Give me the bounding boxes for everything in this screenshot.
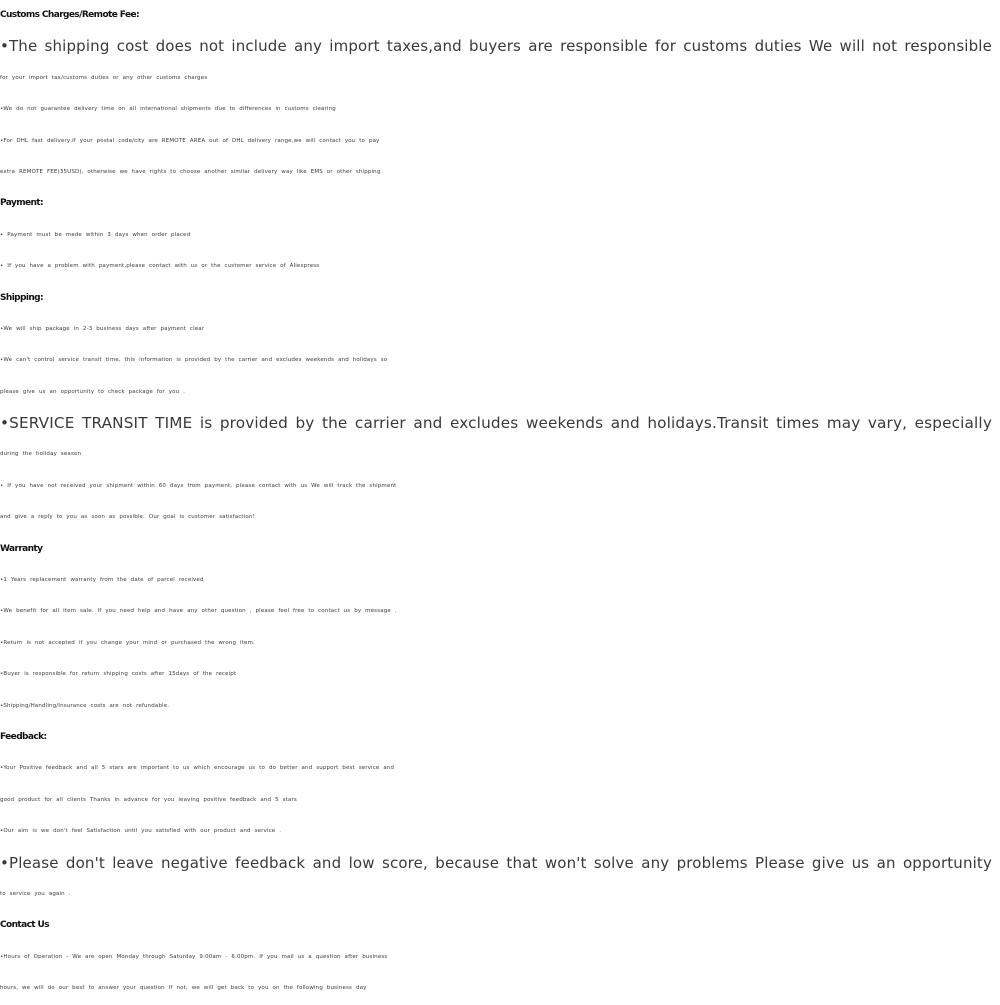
section-heading-payment: Payment: [0,198,44,209]
warranty-line-1: •1 Years replacement warranty from the date of parcel received [0,577,204,584]
shipping-line-5: during the holiday season [0,451,82,458]
section-heading-contact: Contact Us [0,920,50,931]
warranty-line-3: •Return is not accepted if you change your mind or purchased the wrong item. [0,639,255,646]
shipping-line-6: • If you have not received your shipment within 60 days from payment, please contact with us We will track the shipment [0,482,397,489]
customs-line-3: •We do not guarantee delivery time on all international shipments due to differences in customs clearing [0,106,336,113]
shipping-line-4: •SERVICE TRANSIT TIME is provided by the carrier and excludes weekends and holidays.Transit times may vary, especially [0,414,992,433]
shipping-line-2: •We can't control service transit time, this information is provided by the carrier and excludes weekends and holidays so [0,357,388,364]
payment-line-1: • Payment must be made within 3 days when order placed [0,231,191,238]
customs-line-1: •The shipping cost does not include any import taxes,and buyers are responsible for customs duties We will not responsible [0,37,992,56]
feedback-line-3: •Our aim is we don't feel Satisfaction until you satisfied with our product and service . [0,828,282,835]
customs-line-5: extra REMOTE FEE(35USD), otherwise we have rights to choose another similar delivery way like EMS or other shipping [0,168,381,175]
feedback-line-1: •Your Positive feedback and all 5 stars are important to us which encourage us to do better and support best service and [0,765,395,772]
feedback-line-5: to service you again . [0,890,71,897]
feedback-line-4: •Please don't leave negative feedback and low score, because that won't solve any problems Please give us an opportunity [0,853,992,872]
feedback-line-2: good product for all clients Thanks in advance for you leaving positive feedback and 5 stars [0,796,297,803]
shipping-line-1: •We will ship package in 2-3 business days after payment clear [0,325,205,332]
payment-line-2: • If you have a problem with payment,please contact with us or the customer service of Aliexpress [0,263,320,270]
warranty-line-2: •We benefit for all item sale. If you need help and have any other question , please feel free to contact us by message . [0,608,397,615]
shipping-line-3: please give us an opportunity to check package for you . [0,388,186,395]
shipping-line-7: and give a reply to you as soon as possible. Our goal is customer satisfaction! [0,514,255,521]
customs-line-2: for your import tax/customs duties or any other customs charges [0,74,208,81]
section-heading-warranty: Warranty [0,543,43,554]
warranty-line-4: •Buyer is responsible for return shipping costs after 15days of the receipt [0,671,237,678]
section-heading-customs: Customs Charges/Remote Fee: [0,10,139,20]
customs-line-4: •For DHL fast delivery,if your postal code/city are REMOTE AREA out of DHL delivery range,we will contact you to pay [0,137,380,144]
contact-line-1: •Hours of Operation - We are open Monday through Saturday 9:00am - 6:00pm. If you mail us a question after business [0,953,388,960]
contact-line-2: hours, we will do our best to answer your question If not, we will get back to you on the following business day [0,985,367,992]
section-heading-shipping: Shipping: [0,292,43,303]
section-heading-feedback: Feedback: [0,731,47,742]
warranty-line-5: •Shipping/Handling/Insurance costs are not refundable. [0,702,170,709]
